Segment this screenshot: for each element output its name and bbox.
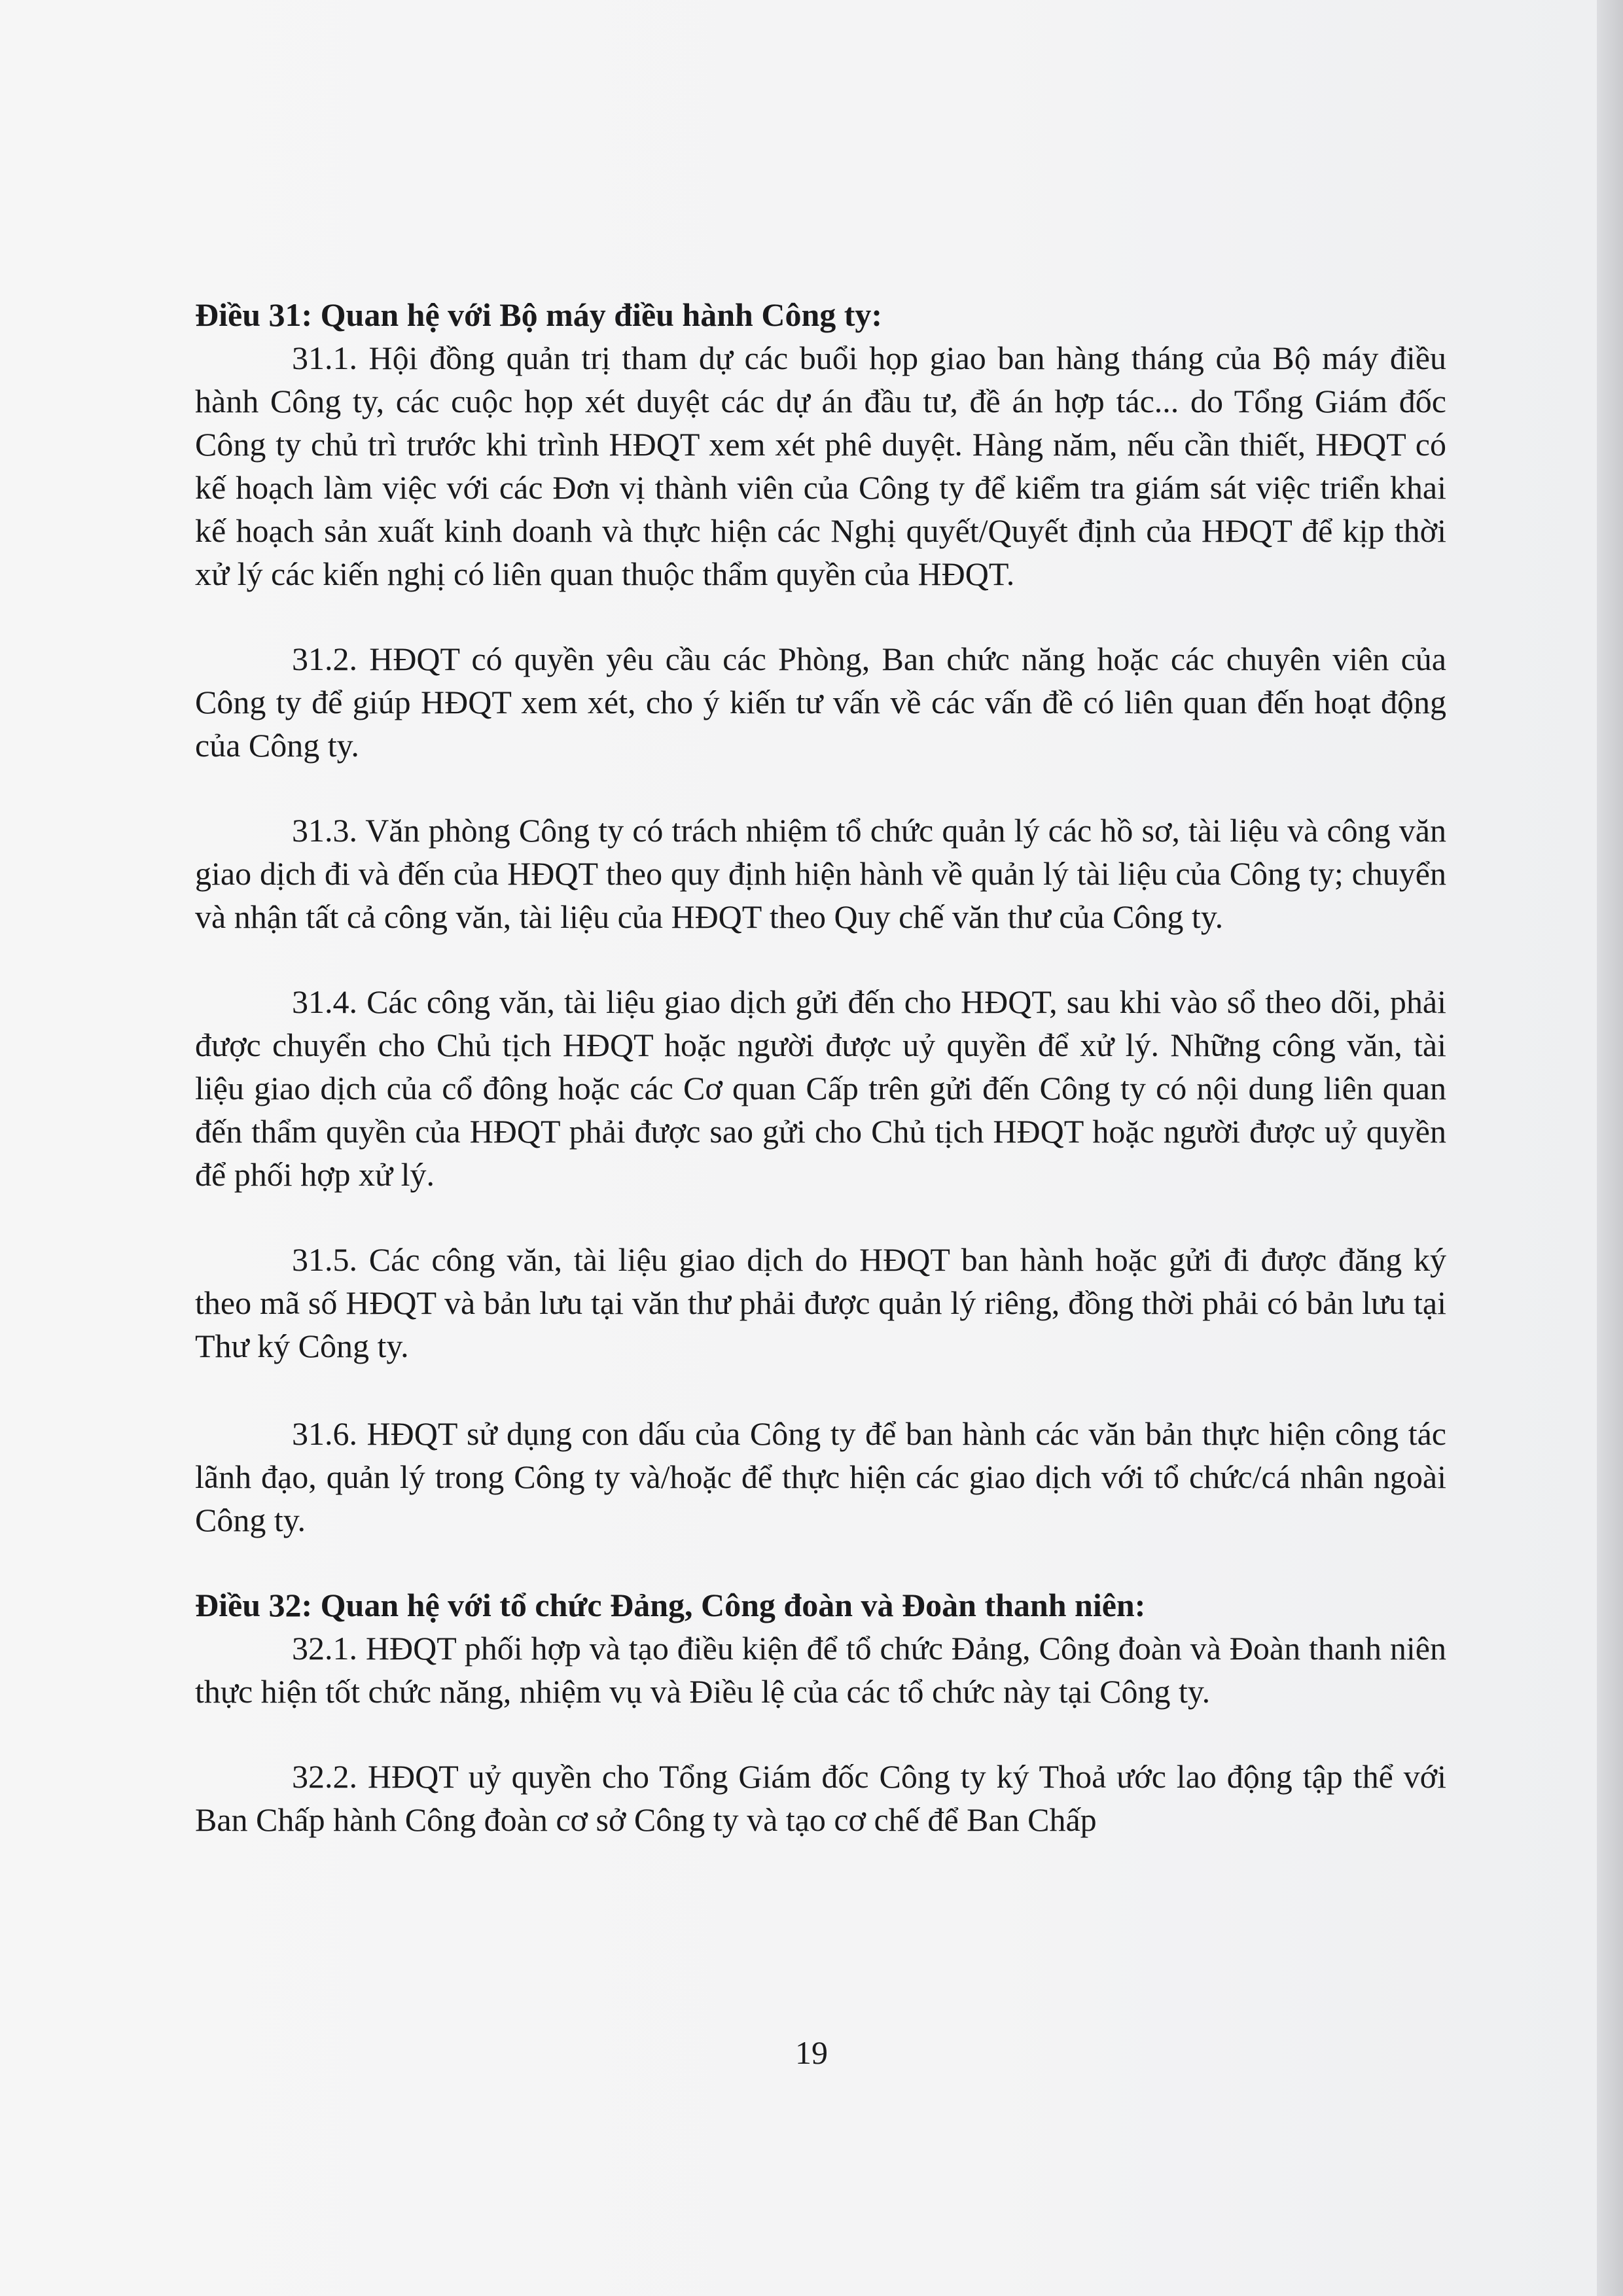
scan-edge [1597,0,1623,2296]
paragraph-32-1: 32.1. HĐQT phối hợp và tạo điều kiện để tổ chức Đảng, Công đoàn và Đoàn thanh niên thực hiện tốt chức năng, nhiệm vụ và Điều lệ của các tổ chức này tại Công ty. [195,1630,1446,1710]
paragraph-31-5: 31.5. Các công văn, tài liệu giao dịch do HĐQT ban hành hoặc gửi đi được đăng ký theo mã số HĐQT và bản lưu tại văn thư phải được quản lý riêng, đồng thời phải có bản lưu tại Thư ký Công ty. [195,1241,1446,1364]
paragraph-31-2: 31.2. HĐQT có quyền yêu cầu các Phòng, Ban chức năng hoặc các chuyên viên của Công ty để giúp HĐQT xem xét, cho ý kiến tư vấn về các vấn đề có liên quan đến hoạt động của Công ty. [195,641,1446,764]
page-number: 19 [795,2034,828,2071]
paragraph-31-4: 31.4. Các công văn, tài liệu giao dịch gửi đến cho HĐQT, sau khi vào sổ theo dõi, phải được chuyển cho Chủ tịch HĐQT hoặc người được uỷ quyền để xử lý. Những công văn, tài liệu giao dịch của cổ đông hoặc các Cơ quan Cấp trên gửi đến Công ty có nội dung liên quan đến thẩm quyền của HĐQT phải được sao gửi cho Chủ tịch HĐQT hoặc người được uỷ quyền để phối hợp xử lý. [195,983,1446,1193]
paragraph-31-6: 31.6. HĐQT sử dụng con dấu của Công ty để ban hành các văn bản thực hiện công tác lãnh đạo, quản lý trong Công ty và/hoặc để thực hiện các giao dịch với tổ chức/cá nhân ngoài Công ty. [195,1415,1446,1538]
paragraph-32-2: 32.2. HĐQT uỷ quyền cho Tổng Giám đốc Công ty ký Thoả ước lao động tập thể với Ban Chấp hành Công đoàn cơ sở Công ty và tạo cơ chế để Ban Chấp [195,1758,1446,1838]
article-32-title: Điều 32: Quan hệ với tổ chức Đảng, Công đoàn và Đoàn thanh niên: [195,1587,1146,1623]
paragraph-31-1: 31.1. Hội đồng quản trị tham dự các buổi họp giao ban hàng tháng của Bộ máy điều hành Công ty, các cuộc họp xét duyệt các dự án đầu tư, đề án hợp tác... do Tổng Giám đốc Công ty chủ trì trước khi trình HĐQT xem xét phê duyệt. Hàng năm, nếu cần thiết, HĐQT có kế hoạch làm việc với các Đơn vị thành viên của Công ty để kiểm tra giám sát việc triển khai kế hoạch sản xuất kinh doanh và thực hiện các Nghị quyết/Quyết định của HĐQT để kịp thời xử lý các kiến nghị có liên quan thuộc thẩm quyền của HĐQT. [195,340,1446,592]
paragraph-31-3: 31.3. Văn phòng Công ty có trách nhiệm tổ chức quản lý các hồ sơ, tài liệu và công văn giao dịch đi và đến của HĐQT theo quy định hiện hành về quản lý tài liệu của Công ty; chuyển và nhận tất cả công văn, tài liệu của HĐQT theo Quy chế văn thư của Công ty. [195,812,1446,935]
article-31-title: Điều 31: Quan hệ với Bộ máy điều hành Công ty: [195,296,883,333]
document-body [195,293,1446,1841]
